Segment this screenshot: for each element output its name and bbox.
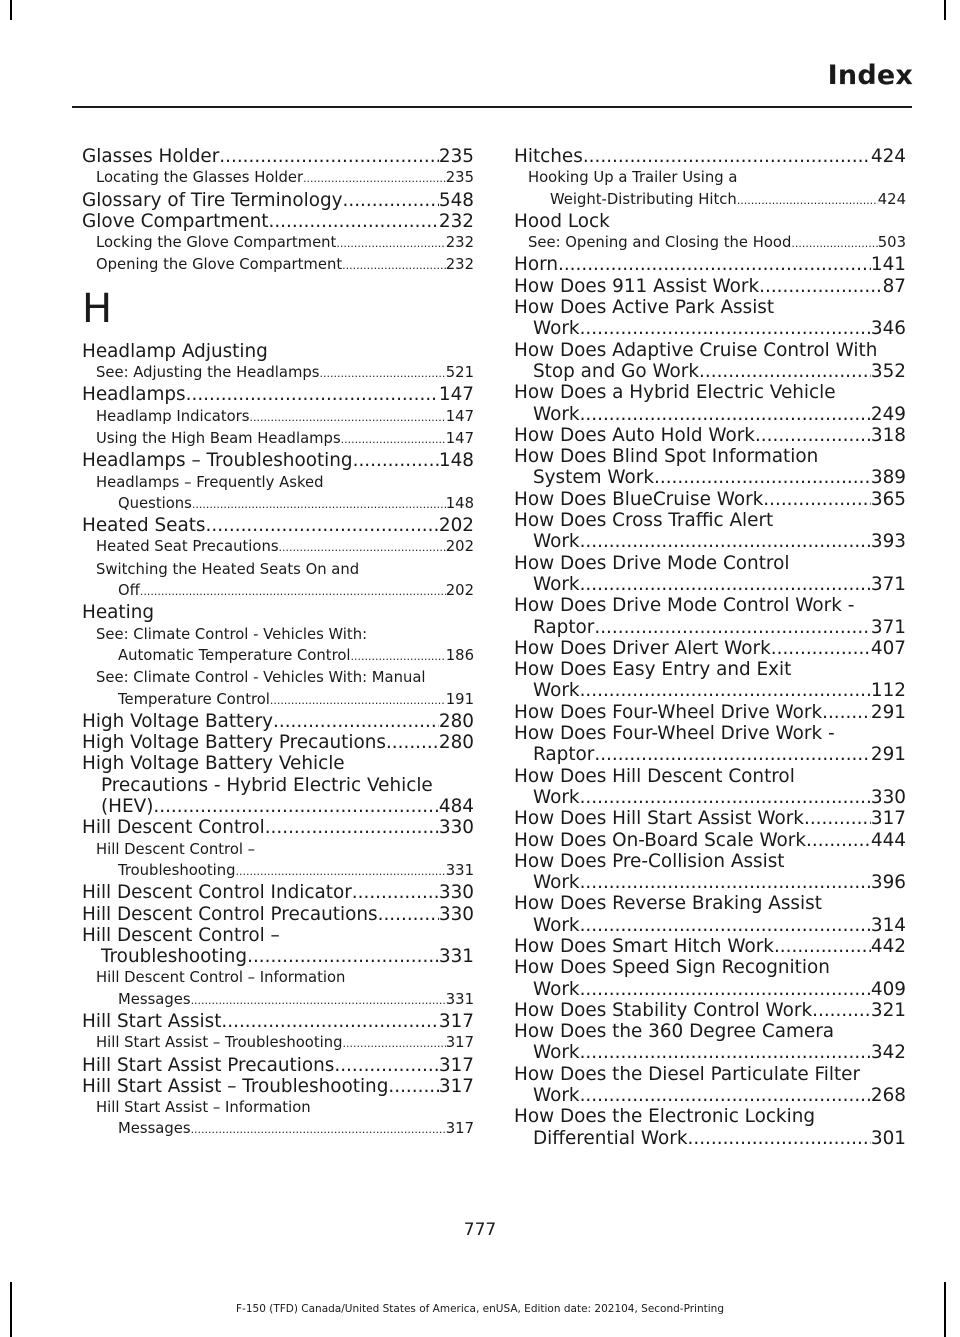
index-heading: Headlamp Adjusting — [82, 340, 268, 362]
index-subentry[interactable]: See: Climate Control - Vehicles With: Manual Temperature Control ..... 191 — [82, 667, 474, 711]
index-entry[interactable]: How Does Pre-Collision Assist Work ..... 396 — [514, 851, 906, 894]
index-entry[interactable]: How Does Driver Alert Work ..... 407 — [514, 638, 906, 659]
crop-mark-top-right — [944, 0, 946, 20]
index-entry[interactable]: High Voltage Battery Precautions ..... 280 — [82, 732, 474, 753]
index-entry[interactable]: How Does On-Board Scale Work ..... 444 — [514, 830, 906, 851]
index-entry[interactable]: Hill Start Assist ..... 317 — [82, 1011, 474, 1032]
index-entry[interactable]: Hill Start Assist Precautions ..... 317 — [82, 1055, 474, 1076]
index-entry[interactable]: How Does 911 Assist Work ..... 87 — [514, 276, 906, 297]
index-entry[interactable]: High Voltage Battery Vehicle Precautions - Hybrid Electric Vehicle (HEV) ..... 484 — [82, 753, 474, 817]
index-subentry[interactable]: Hill Start Assist – Information Messages ..... 317 — [82, 1097, 474, 1141]
index-subentry[interactable]: Locking the Glove Compartment ..... 232 — [82, 232, 474, 254]
index-entry[interactable]: Hill Descent Control Indicator ..... 330 — [82, 882, 474, 903]
index-entry[interactable]: How Does Hill Descent Control Work ..... 330 — [514, 766, 906, 809]
index-subentry[interactable]: Headlamps – Frequently Asked Questions ..... 148 — [82, 472, 474, 516]
index-entry[interactable]: How Does Stability Control Work ..... 321 — [514, 1000, 906, 1021]
index-entry[interactable]: Heated Seats ..... 202 — [82, 515, 474, 536]
index-entry[interactable]: How Does Drive Mode Control Work ..... 371 — [514, 553, 906, 596]
index-entry[interactable]: How Does the Diesel Particulate Filter Work ..... 268 — [514, 1064, 906, 1107]
index-entry[interactable]: How Does Speed Sign Recognition Work ..... 409 — [514, 957, 906, 1000]
index-entry[interactable]: How Does Cross Traffic Alert Work ..... 393 — [514, 510, 906, 553]
index-entry[interactable]: How Does Drive Mode Control Work - Raptor ..... 371 — [514, 595, 906, 638]
page-number: 777 — [463, 1220, 497, 1240]
index-entry[interactable]: Hill Start Assist – Troubleshooting ..... 317 — [82, 1076, 474, 1097]
index-subentry[interactable]: Using the High Beam Headlamps ..... 147 — [82, 428, 474, 450]
index-entry[interactable]: Hitches ..... 424 — [514, 146, 906, 167]
crop-mark-top-left — [10, 0, 12, 20]
index-subentry[interactable]: See: Climate Control - Vehicles With: Automatic Temperature Control ..... 186 — [82, 624, 474, 668]
index-subentry[interactable]: Opening the Glove Compartment ..... 232 — [82, 254, 474, 276]
index-heading: Hood Lock — [514, 210, 610, 232]
footer-text: F-150 (TFD) Canada/United States of America, enUSA, Edition date: 202104, Second-Printing — [236, 1303, 724, 1315]
index-entry[interactable]: Glasses Holder ..... 235 — [82, 146, 474, 167]
index-entry[interactable]: How Does Hill Start Assist Work ..... 317 — [514, 808, 906, 829]
index-entry[interactable]: Glossary of Tire Terminology ..... 548 — [82, 190, 474, 211]
index-subentry[interactable]: Hill Start Assist – Troubleshooting ..... 317 — [82, 1032, 474, 1054]
index-subentry[interactable]: See: Adjusting the Headlamps ..... 521 — [82, 362, 474, 384]
index-entry[interactable]: How Does Four-Wheel Drive Work - Raptor ..... 291 — [514, 723, 906, 766]
index-entry[interactable]: How Does Blind Spot Information System Work ..... 389 — [514, 446, 906, 489]
index-subentry[interactable]: Heated Seat Precautions ..... 202 — [82, 536, 474, 558]
index-heading: Heating — [82, 602, 155, 624]
index-entry[interactable]: How Does the Electronic Locking Differential Work ..... 301 — [514, 1106, 906, 1149]
index-subentry[interactable]: Headlamp Indicators ..... 147 — [82, 406, 474, 428]
index-subentry[interactable]: Locating the Glasses Holder ..... 235 — [82, 167, 474, 189]
index-entry[interactable]: Headlamps – Troubleshooting ..... 148 — [82, 450, 474, 471]
index-entry[interactable]: How Does Four-Wheel Drive Work ..... 291 — [514, 702, 906, 723]
section-letter: H — [82, 285, 113, 332]
page-title: Index — [827, 60, 913, 91]
index-entry[interactable]: Hill Descent Control Precautions ..... 330 — [82, 904, 474, 925]
index-subentry[interactable]: Hooking Up a Trailer Using a Weight-Distributing Hitch ..... 424 — [514, 167, 906, 211]
index-entry[interactable]: How Does the 360 Degree Camera Work ..... 342 — [514, 1021, 906, 1064]
title-rule — [72, 106, 912, 108]
index-column-left — [82, 146, 474, 1141]
index-subentry[interactable]: See: Opening and Closing the Hood ..... 503 — [514, 232, 906, 254]
index-entry[interactable]: How Does Adaptive Cruise Control With Stop and Go Work ..... 352 — [514, 340, 906, 383]
index-entry[interactable]: High Voltage Battery ..... 280 — [82, 711, 474, 732]
index-entry[interactable]: How Does Auto Hold Work ..... 318 — [514, 425, 906, 446]
index-entry[interactable]: Hill Descent Control ..... 330 — [82, 817, 474, 838]
index-entry[interactable]: Hill Descent Control – Troubleshooting ..... 331 — [82, 925, 474, 968]
index-entry[interactable]: How Does Reverse Braking Assist Work ..... 314 — [514, 893, 906, 936]
index-entry[interactable]: How Does BlueCruise Work ..... 365 — [514, 489, 906, 510]
index-entry[interactable]: How Does a Hybrid Electric Vehicle Work ..... 249 — [514, 382, 906, 425]
index-entry[interactable]: Glove Compartment ..... 232 — [82, 211, 474, 232]
index-entry[interactable]: How Does Smart Hitch Work ..... 442 — [514, 936, 906, 957]
index-subentry[interactable]: Hill Descent Control – Information Messages ..... 331 — [82, 967, 474, 1011]
index-column-right — [514, 146, 906, 1149]
index-entry[interactable]: Horn ..... 141 — [514, 254, 906, 275]
index-subentry[interactable]: Switching the Heated Seats On and Off ..... 202 — [82, 559, 474, 603]
index-subentry[interactable]: Hill Descent Control – Troubleshooting ..... 331 — [82, 839, 474, 883]
index-entry[interactable]: How Does Easy Entry and Exit Work ..... 112 — [514, 659, 906, 702]
index-entry[interactable]: How Does Active Park Assist Work ..... 346 — [514, 297, 906, 340]
index-entry[interactable]: Headlamps ..... 147 — [82, 384, 474, 405]
